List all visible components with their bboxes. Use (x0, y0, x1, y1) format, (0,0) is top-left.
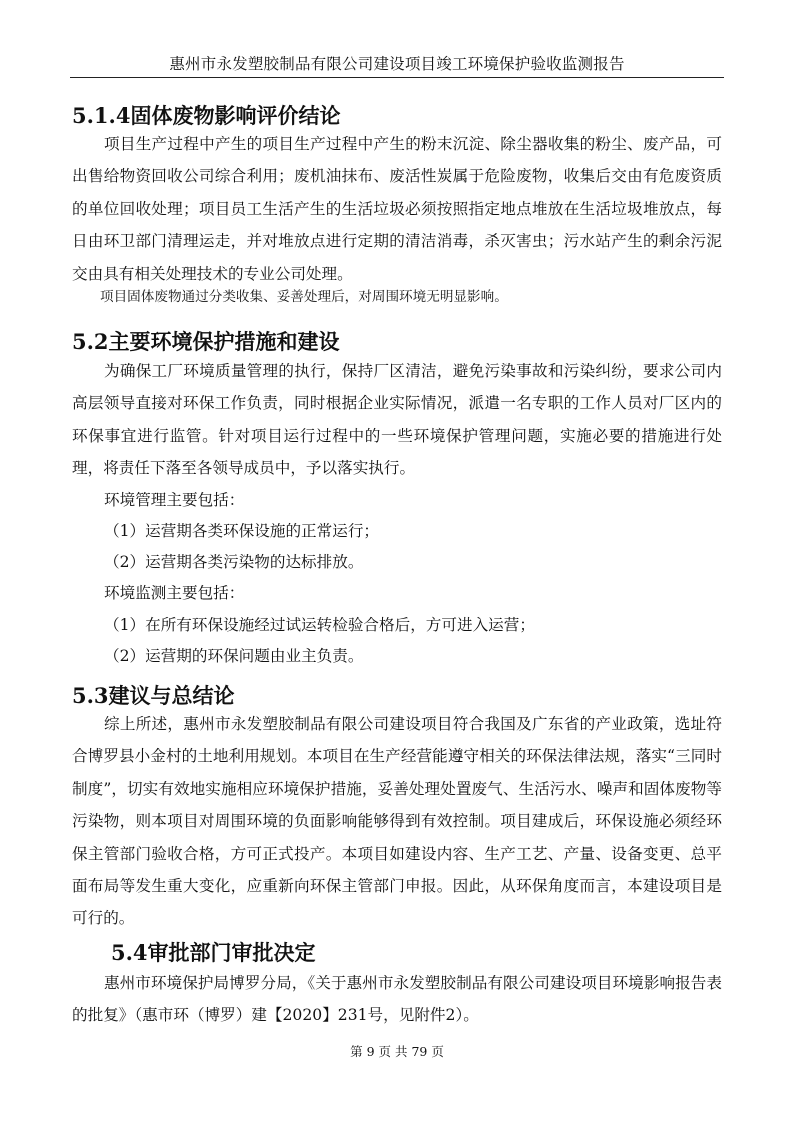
page-header: 惠州市永发塑胶制品有限公司建设项目竣工环境保护验收监测报告 (169, 55, 625, 73)
section-title-5-2: 5.2主要环境保护措施和建设 (72, 329, 340, 354)
paragraph-approval: 惠州市环境保护局博罗分局，《关于惠州市永发塑胶制品有限公司建设项目环境影响报告表的批复》（惠市环（博罗）建【2020】231号，见附件2）。 (72, 974, 722, 1025)
page-number: 第 9 页 共 79 页 (350, 1044, 444, 1059)
management-intro: 环境管理主要包括： (104, 491, 245, 509)
header-rule (70, 77, 724, 78)
section-title-5-4: 5.4审批部门审批决定 (111, 940, 316, 965)
management-item-1: （1）运营期各类环保设施的正常运行； (104, 522, 380, 540)
monitoring-intro: 环境监测主要包括： (104, 584, 245, 602)
management-item-2: （2）运营期各类污染物的达标排放。 (104, 553, 364, 571)
paragraph-env-protection: 为确保工厂环境质量管理的执行，保持厂区清洁，避免污染事故和污染纠纷，要求公司内高层领导直接对环保工作负责，同时根据企业实际情况，派遣一名专职的工作人员对厂区内的环保事宜进行监管。针对项目运行过程中的一些环境保护管理问题，实施必要的措施进行处理，将责任下落至各领导成员中，予以落实执行。 (72, 362, 722, 478)
section-title-5-1-4: 5.1.4固体废物影响评价结论 (72, 103, 341, 128)
paragraph-conclusion: 综上所述，惠州市永发塑胶制品有限公司建设项目符合我国及广东省的产业政策，选址符合博罗县小金村的土地利用规划。本项目在生产经营能遵守相关的环保法律法规，落实“三同时制度”，切实有效地实施相应环境保护措施，妥善处理处置废气、生活污水、噪声和固体废物等污染物，则本项目对周围环境的负面影响能够得到有效控制。项目建成后，环保设施必须经环保主管部门验收合格，方可正式投产。本项目如建设内容、生产工艺、产量、设备变更、总平面布局等发生重大变化，应重新向环保主管部门申报。因此，从环保角度而言，本建设项目是可行的。 (72, 715, 722, 928)
paragraph-solid-waste-summary: 项目固体废物通过分类收集、妥善处理后，对周围环境无明显影响。 (100, 289, 508, 305)
monitoring-item-2: （2）运营期的环保问题由业主负责。 (104, 647, 364, 665)
paragraph-solid-waste: 项目生产过程中产生的项目生产过程中产生的粉末沉淀、除尘器收集的粉尘、废产品，可出售给物资回收公司综合利用；废机油抹布、废活性炭属于危险废物，收集后交由有危废资质的单位回收处理；项目员工生活产生的生活垃圾必须按照指定地点堆放在生活垃圾堆放点，每日由环卫部门清理运走，并对堆放点进行定期的清洁消毒，杀灭害虫；污水站产生的剩余污泥交由具有相关处理技术的专业公司处理。 (72, 135, 722, 283)
monitoring-item-1: （1）在所有环保设施经过试运转检验合格后，方可进入运营； (104, 616, 535, 634)
section-title-5-3: 5.3建议与总结论 (72, 683, 235, 708)
